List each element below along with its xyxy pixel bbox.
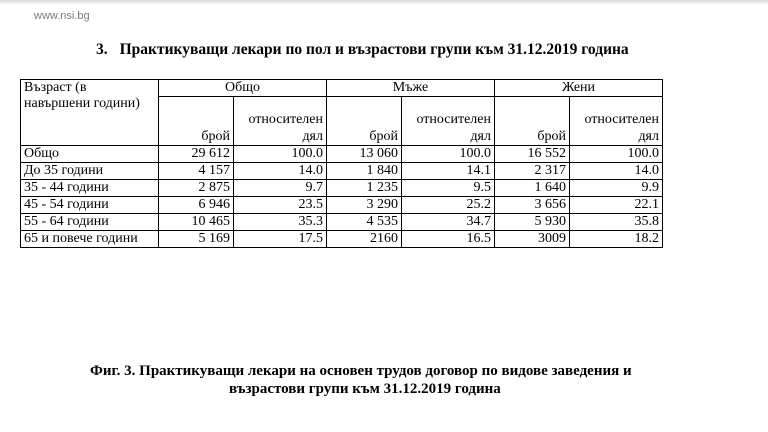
table-cell: 25.2	[402, 197, 495, 214]
group-header-row	[21, 80, 663, 97]
table-row	[21, 214, 663, 231]
sub-header-count: брой	[495, 97, 570, 146]
table-body	[21, 146, 663, 248]
table-cell: 13 060	[327, 146, 402, 163]
table-cell: 35.3	[234, 214, 327, 231]
sub-header-count: брой	[327, 97, 402, 146]
heading-text: Практикуващи лекари по пол и възрастови групи към 31.12.2019 година	[119, 41, 629, 58]
sub-header-ratio: относителен дял	[570, 97, 663, 146]
table-row	[21, 146, 663, 163]
row-label: 45 - 54 години	[21, 197, 159, 214]
table-cell: 100.0	[234, 146, 327, 163]
table-cell: 2160	[327, 231, 402, 248]
table-cell: 17.5	[234, 231, 327, 248]
doctors-table	[20, 79, 663, 248]
age-header: Възраст (в навършени години)	[21, 80, 159, 146]
table-cell: 5 930	[495, 214, 570, 231]
table-cell: 18.2	[570, 231, 663, 248]
table-cell: 16.5	[402, 231, 495, 248]
row-label: 35 - 44 години	[21, 180, 159, 197]
group-header-total: Общо	[159, 80, 327, 97]
table-heading	[96, 41, 629, 59]
table-cell: 2 317	[495, 163, 570, 180]
sub-header-ratio: относителен дял	[402, 97, 495, 146]
table-cell: 23.5	[234, 197, 327, 214]
table-cell: 14.1	[402, 163, 495, 180]
table-cell: 3 656	[495, 197, 570, 214]
row-label: 55 - 64 години	[21, 214, 159, 231]
table-row	[21, 163, 663, 180]
figure-caption-line2: възрастови групи към 31.12.2019 година	[229, 381, 501, 397]
table-row	[21, 231, 663, 248]
table-cell: 3 290	[327, 197, 402, 214]
table-row	[21, 180, 663, 197]
table-cell: 9.7	[234, 180, 327, 197]
figure-caption-line1: Фиг. 3. Практикуващи лекари на основен трудов договор по видове заведения и	[90, 363, 632, 379]
table-cell: 4 157	[159, 163, 234, 180]
table-cell: 100.0	[402, 146, 495, 163]
top-border	[0, 0, 768, 5]
sub-header-count: брой	[159, 97, 234, 146]
row-label: Общо	[21, 146, 159, 163]
table-cell: 34.7	[402, 214, 495, 231]
group-header-women: Жени	[495, 80, 663, 97]
table-cell: 35.8	[570, 214, 663, 231]
table-cell: 14.0	[234, 163, 327, 180]
table-cell: 29 612	[159, 146, 234, 163]
group-header-men: Мъже	[327, 80, 495, 97]
table-cell: 100.0	[570, 146, 663, 163]
table-cell: 14.0	[570, 163, 663, 180]
table-cell: 1 840	[327, 163, 402, 180]
table-cell: 16 552	[495, 146, 570, 163]
table-cell: 1 235	[327, 180, 402, 197]
table-cell: 22.1	[570, 197, 663, 214]
heading-number: 3.	[96, 41, 108, 58]
table-cell: 6 946	[159, 197, 234, 214]
table-cell: 5 169	[159, 231, 234, 248]
row-label: 65 и повече години	[21, 231, 159, 248]
table-cell: 10 465	[159, 214, 234, 231]
table-cell: 4 535	[327, 214, 402, 231]
row-label: До 35 години	[21, 163, 159, 180]
table-cell: 1 640	[495, 180, 570, 197]
table-cell: 9.5	[402, 180, 495, 197]
table-row	[21, 197, 663, 214]
table-cell: 9.9	[570, 180, 663, 197]
table-cell: 2 875	[159, 180, 234, 197]
site-url: www.nsi.bg	[34, 10, 90, 22]
table-cell: 3009	[495, 231, 570, 248]
sub-header-ratio: относителен дял	[234, 97, 327, 146]
